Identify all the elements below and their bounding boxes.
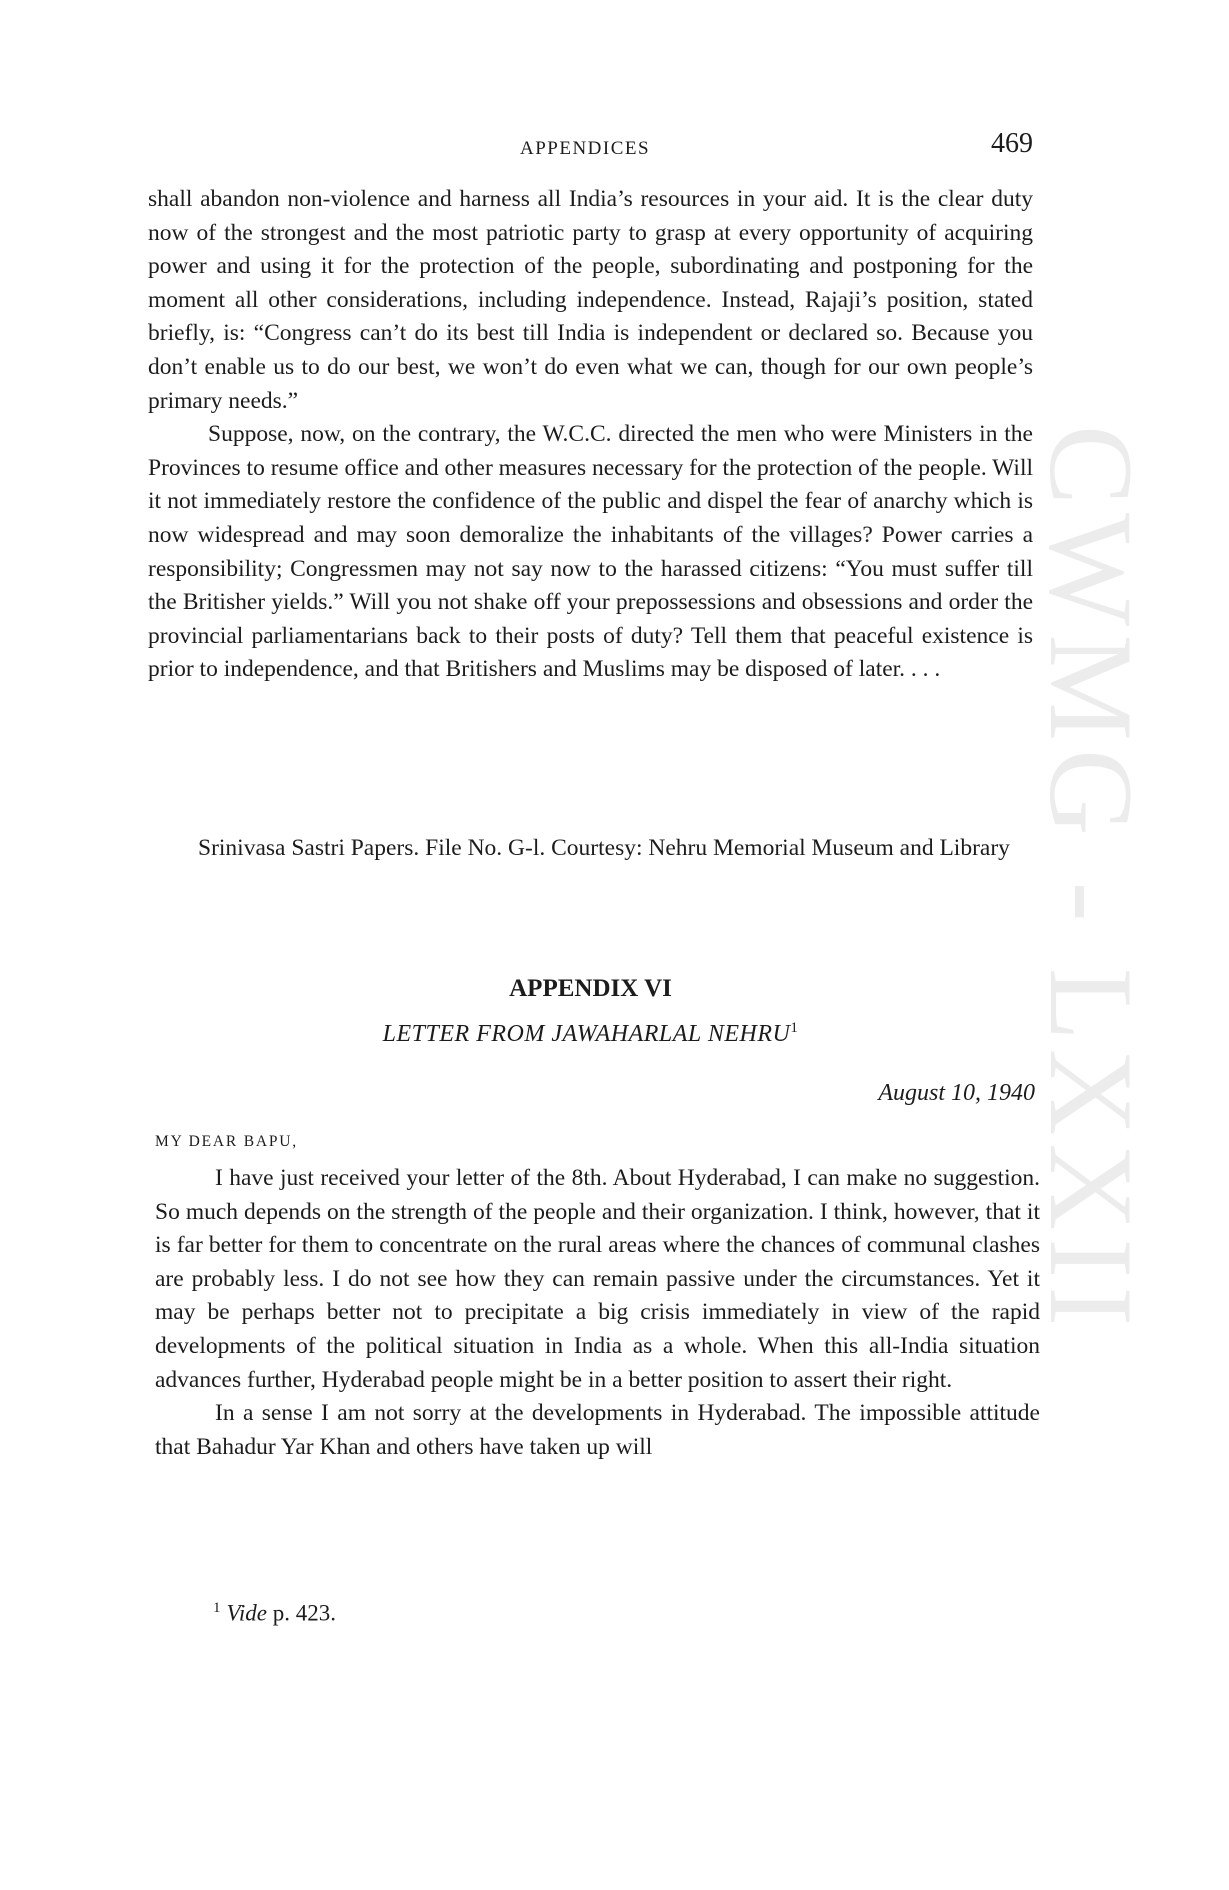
footnote-text: p. 423. <box>272 1600 336 1626</box>
footnote-mark: 1 <box>790 1020 799 1036</box>
salutation: MY DEAR BAPU, <box>155 1133 298 1150</box>
letter-title-text: LETTER FROM JAWAHARLAL NEHRU <box>382 1021 791 1047</box>
running-head: APPENDICES <box>520 138 651 159</box>
footnote-number: 1 <box>213 1600 221 1616</box>
letter-body <box>155 1162 1040 1464</box>
paragraph: In a sense I am not sorry at the developments in Hyderabad. The impossible attitude that Bahadur Yar Khan and others have taken up will <box>155 1400 1040 1460</box>
body-text-top <box>148 183 1033 687</box>
watermark-text: CWMG - LXXII <box>1025 425 1158 1335</box>
appendix-title: APPENDIX VI <box>509 975 672 1002</box>
page-header <box>148 128 1033 168</box>
paragraph: I have just received your letter of the 8th. About Hyderabad, I can make no suggestion. So much depends on the strength of the people and their organization. I think, however, that it is far better for them to concentrate on the rural areas where the chances of communal clashes are probably less. I do not see how they can remain passive under the circumstances. Yet it may be perhaps better not to precipitate a big crisis immediately in view of the rapid developments of the political situation in India as a whole. When this all-India situation advances further, Hyderabad people might be in a better position to assert their right. <box>155 1165 1040 1393</box>
source-note: Srinivasa Sastri Papers. File No. G-l. Courtesy: Nehru Memorial Museum and Library <box>198 835 1010 861</box>
page-number: 469 <box>991 128 1033 159</box>
footnote-ref: Vide <box>226 1600 267 1626</box>
letter-date: August 10, 1940 <box>878 1080 1035 1106</box>
letter-title <box>148 1020 1033 1048</box>
paragraph: Suppose, now, on the contrary, the W.C.C. directed the men who were Ministers in the Provinces to resume office and other measures necessary for the protection of the people. Will it not immediately restore the confidence of the public and dispel the fear of anarchy which is now widespread and may soon demoralize the inhabitants of the villages? Power carries a responsibility; Congressmen may not say now to the harassed citizens: “You must suffer till the Britisher yields.” Will you not shake off your prepossessions and obsessions and order the provincial parliamentarians back to their posts of duty? Tell them that peaceful existence is prior to independence, and that Britishers and Muslims may be disposed of later. . . . <box>148 421 1034 683</box>
paragraph: shall abandon non-violence and harness all India’s resources in your aid. It is the clear duty now of the strongest and the most patriotic party to grasp at every opportunity of acquiring power and using it for the protection of the people, subordinating and postponing for the moment all other considerations, including independence. Instead, Rajaji’s position, stated briefly, is: “Congress can’t do its best till India is independent or declared so. Because you don’t enable us to do our best, we won’t do even what we can, though for our own people’s primary needs.” <box>148 186 1033 414</box>
footnote <box>213 1600 336 1627</box>
